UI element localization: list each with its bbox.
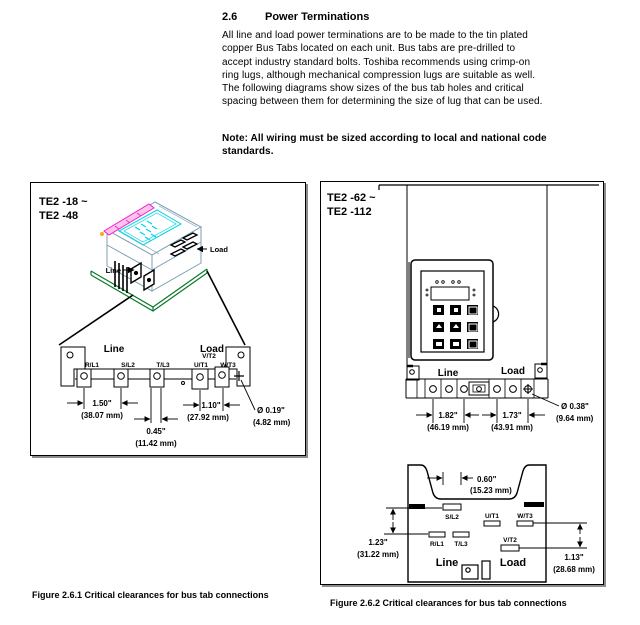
fig2-bottom-line-header: Line [435,557,459,569]
dim-inches: 1.13" [564,553,584,562]
dim-inches: 1.10" [201,401,221,410]
terminal-label: U/T1 [484,513,500,520]
terminal-label: T/L3 [454,541,468,548]
figure-2-6-1-box [30,182,306,456]
fig2-bottom-load-header: Load [499,557,527,569]
terminal-label: S/L2 [445,514,459,521]
dim-hole-inches: Ø 0.38" [561,402,589,411]
bus-tab-strip [406,379,548,398]
dim-mm: (43.91 mm) [491,423,533,432]
terminal-label: S/L2 [121,362,135,369]
note-line: Note: All wiring must be sized according to local and national code [222,132,547,144]
terminal-label: W/T3 [517,513,533,520]
fig2-front-line-header: Line [437,368,459,379]
terminal-label: W/T3 [220,362,236,369]
dim-inches: 0.45" [146,427,166,436]
dim-inches: 1.50" [92,399,112,408]
fig1-detail-load-header: Load [200,344,224,355]
dim-inches: 0.60" [477,475,497,484]
figure-2-6-2-box [320,181,604,585]
body-line: All line and load power terminations are to be made to the tin plated [222,30,528,41]
terminal-label: U/T1 [193,362,209,369]
wiring-note [222,132,624,159]
fig1-detail-line-header: Line [103,344,125,355]
fig2-front-view [379,185,599,432]
dim-hole-mm: (4.82 mm) [253,418,291,427]
note-line: standards. [222,146,274,158]
figure-2-6-2-drawing [321,182,603,584]
figure-2-6-1-caption: Figure 2.6.1 Critical clearances for bus tab connections [32,590,269,600]
section-number: 2.6 [222,11,238,23]
fig2-model-range-line2: TE2 -112 [327,206,372,218]
keypad-panel [409,260,499,360]
corner-dot [100,232,104,236]
dim-mm: (11.42 mm) [135,439,177,448]
body-line: spacing between them for determining the size of lug that can be used. [222,96,543,108]
dim-mm: (38.07 mm) [81,411,123,420]
section-heading [222,10,624,24]
dim-inches: 1.73" [502,411,522,420]
door-latch-notch [493,306,499,322]
section-intro [222,10,624,158]
bolt-hole-cross [523,384,533,394]
keypad-buttons [433,305,478,349]
dim-mm: (46.19 mm) [427,423,469,432]
fig2-bottom-view [357,465,595,582]
body-line: The following diagrams show sizes of the bus tab holes and critical [222,83,524,95]
dim-hole-inches: Ø 0.19" [257,406,285,415]
body-line: copper Bus Tabs located on each unit. Bus tabs are pre-drilled to [222,43,516,55]
mounting-tabs [407,364,547,380]
body-line: ring lugs, although mechanical compression lugs are suitable as well. [222,69,536,81]
dim-inches: 1.82" [438,411,458,420]
terminal-label: V/T2 [202,353,216,360]
dim-mm: (15.23 mm) [470,486,512,495]
fig1-iso-view [91,202,228,311]
base-rail-right [524,502,544,507]
fig1-iso-line-label: Line [105,266,121,275]
section-title: Power Terminations [265,11,370,23]
body-line: accept industry standard bolts. Toshiba recommends using crimp-on [222,56,531,68]
terminal-label: R/L1 [84,362,100,369]
dim-mm: (28.68 mm) [553,565,595,574]
terminal-label: T/L3 [156,362,170,369]
fig2-front-load-header: Load [501,366,525,377]
fig1-iso-load-label: Load [210,245,228,254]
section-body [222,29,624,109]
dim-mm: (27.92 mm) [187,413,229,422]
fig2-model-range-line1: TE2 -62 ~ [327,192,376,204]
figure-2-6-2-caption: Figure 2.6.2 Critical clearances for bus tab connections [330,598,567,608]
fig1-terminal-detail [61,344,291,448]
fig1-model-range-line1: TE2 -18 ~ [39,196,88,208]
enclosure-top-edge [379,185,599,190]
terminal-label: V/T2 [503,537,517,544]
figure-2-6-1-drawing [31,183,305,455]
dim-hole-mm: (9.64 mm) [556,414,594,423]
terminal-label: R/L1 [429,541,445,548]
fig1-model-range-line2: TE2 -48 [39,210,79,222]
dim-inches: 1.23" [368,538,388,547]
dim-mm: (31.22 mm) [357,550,399,559]
